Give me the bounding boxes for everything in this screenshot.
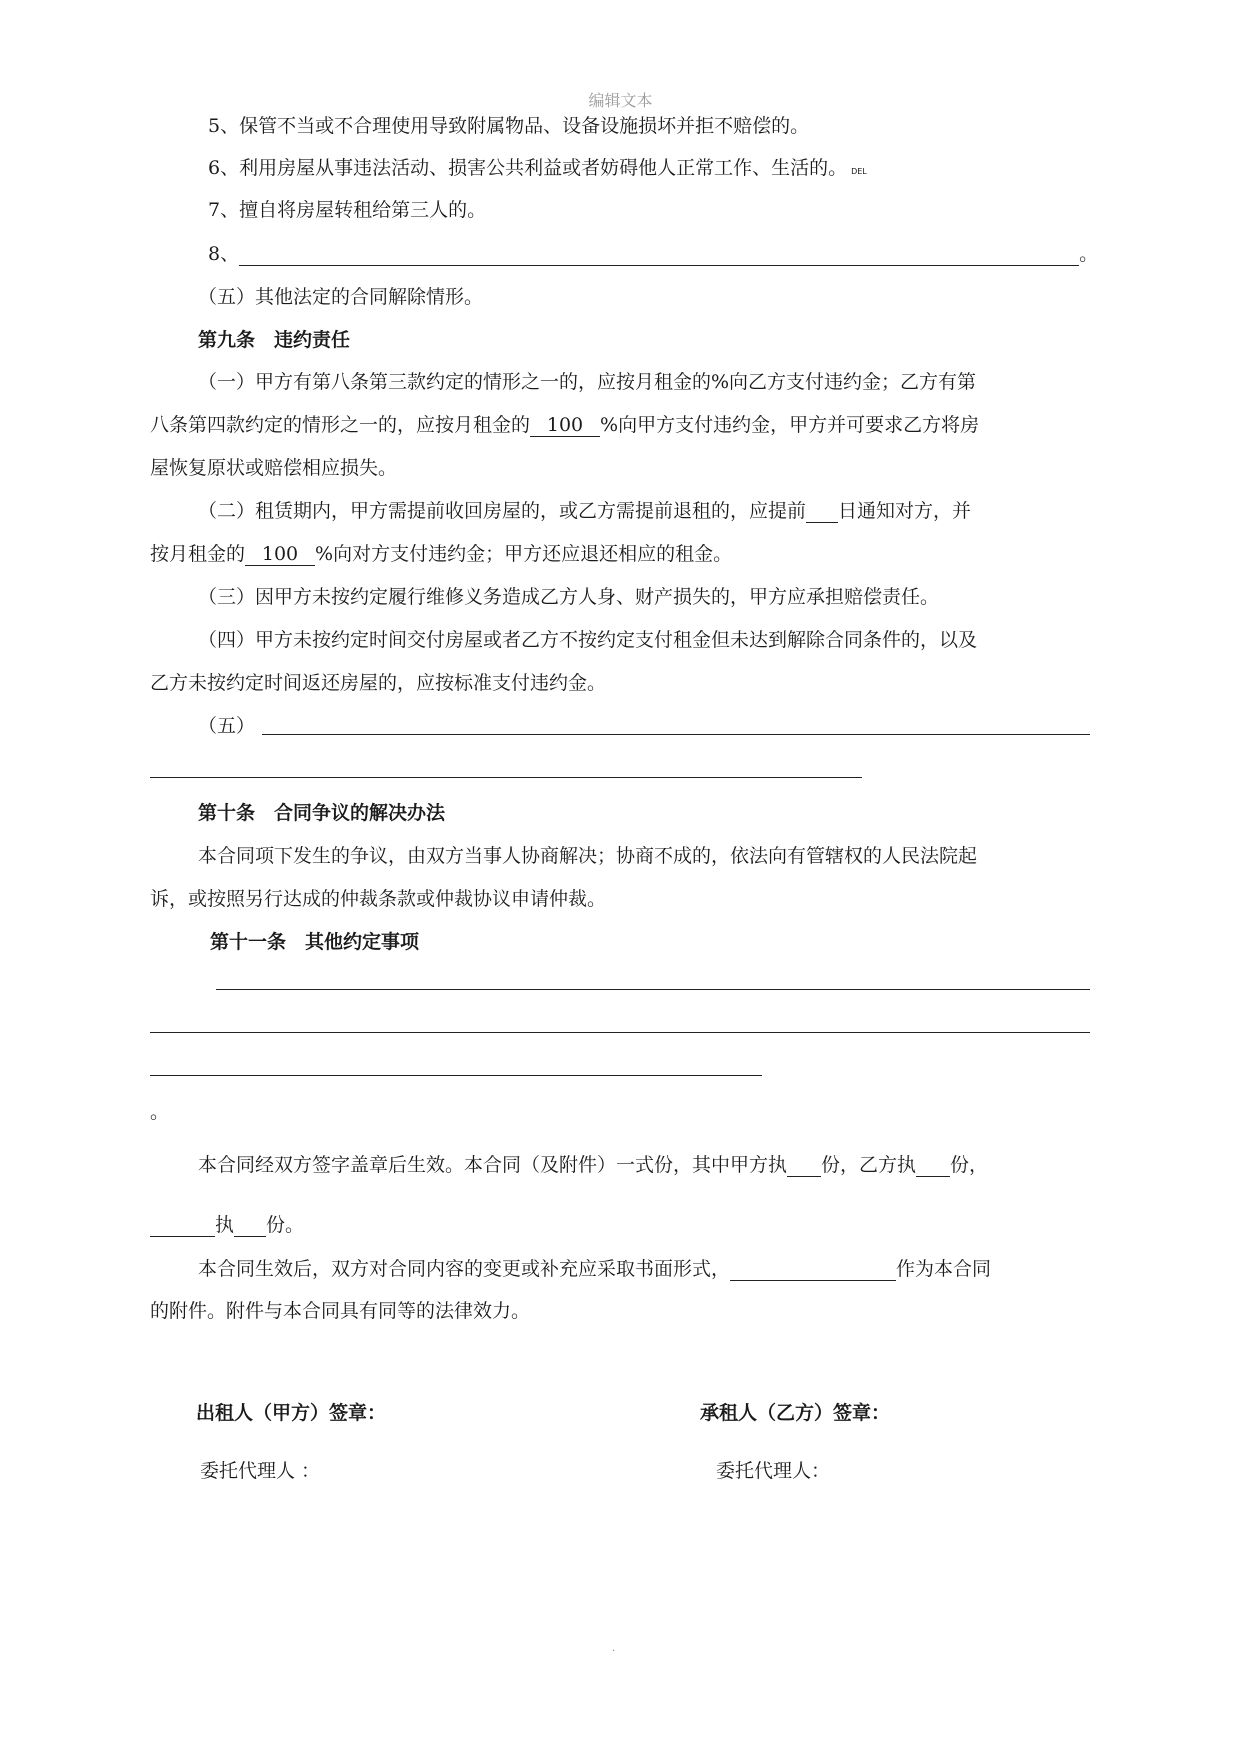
lessee-agent-label: 委托代理人： [716, 1460, 831, 1482]
eff-blank-a [787, 1154, 821, 1177]
chg-blank [730, 1258, 896, 1281]
article-9-item-1-line-3: 屋恢复原状或赔偿相应损失。 [150, 457, 398, 479]
clause-6 [208, 155, 1148, 185]
article-11-blank-1 [216, 989, 1090, 990]
article-9-item-5-blank [262, 734, 1090, 735]
a9-1b-value: 100 [530, 414, 600, 437]
eff-blank-b [916, 1154, 950, 1177]
article-11-title: 第十一条 其他约定事项 [210, 931, 420, 953]
lessor-agent-label: 委托代理人 ： [200, 1460, 321, 1482]
eff-a: 本合同经双方签字盖章后生效。本合同（及附件）一式份，其中甲方执 [198, 1154, 788, 1176]
article-9-item-5-blank-2 [150, 777, 862, 778]
change-line-1 [198, 1256, 1138, 1282]
article-9-item-3: （三）因甲方未按约定履行维修义务造成乙方人身、财产损失的，甲方应承担赔偿责任。 [198, 586, 940, 608]
eff-a2: 份，乙方执 [821, 1154, 917, 1176]
clause-five: （五）其他法定的合同解除情形。 [198, 286, 484, 308]
clause-8-prefix: 8、 [208, 243, 240, 265]
a9-2a-post: 日通知对方，并 [838, 500, 972, 522]
article-11-blank-3 [150, 1075, 762, 1076]
clause-7: 7、擅自将房屋转租给第三人的。 [208, 199, 487, 221]
del-mark: DEL [851, 167, 867, 176]
effect-line-1 [198, 1152, 1138, 1178]
clause-8-end: 。 [1079, 243, 1099, 265]
clause-8-blank [239, 243, 1079, 266]
chg-a: 本合同生效后，双方对合同内容的变更或补充应采取书面形式， [198, 1258, 731, 1280]
article-11-blank-2 [150, 1032, 1090, 1033]
clause-8 [208, 241, 1148, 267]
article-10-line-2: 诉，或按照另行达成的仲裁条款或仲裁协议申请仲裁。 [150, 888, 607, 910]
eff-b3: 份。 [266, 1214, 305, 1236]
article-10-title: 第十条 合同争议的解决办法 [198, 802, 446, 824]
article-9-item-2-line-1 [198, 498, 1138, 524]
change-line-2: 的附件。附件与本合同具有同等的法律效力。 [150, 1300, 531, 1322]
a9-1b-pre: 八条第四款约定的情形之一的，应按月租金的 [150, 414, 531, 436]
a9-2a: （二）租赁期内，甲方需提前收回房屋的，或乙方需提前退租的，应提前 [198, 500, 807, 522]
article-10-line-1: 本合同项下发生的争议，由双方当事人协商解决；协商不成的，依法向有管辖权的人民法院起 [198, 845, 978, 867]
eff-blank-d [234, 1214, 266, 1237]
article-9-item-4-line-1: （四）甲方未按约定时间交付房屋或者乙方不按约定支付租金但未达到解除合同条件的，以及 [198, 629, 978, 651]
clause-5: 5、保管不当或不合理使用导致附属物品、设备设施损坏并拒不赔偿的。 [208, 115, 810, 137]
eff-b2: 执 [215, 1214, 235, 1236]
a9-2b-value: 100 [245, 543, 315, 566]
footer-dot: . [612, 1643, 616, 1654]
article-9-item-5: （五） [198, 715, 256, 737]
article-9-title: 第九条 违约责任 [198, 329, 351, 351]
chg-a2: 作为本合同 [896, 1258, 992, 1280]
eff-a3: 份， [950, 1154, 989, 1176]
article-11-end-dot: 。 [150, 1101, 170, 1123]
lessor-signature-label: 出租人（甲方）签章： [196, 1402, 387, 1424]
lessee-signature-label: 承租人（乙方）签章： [700, 1402, 891, 1424]
eff-blank-c [150, 1214, 215, 1237]
a9-1a: （一）甲方有第八条第三款约定的情形之一的，应按月租金的%向乙方支付违约金；乙方有第 [198, 371, 977, 393]
a9-2b-pre: 按月租金的 [150, 543, 246, 565]
article-9-item-2-line-2 [150, 541, 1090, 567]
a9-1b-post: %向甲方支付违约金，甲方并可要求乙方将房 [600, 414, 980, 436]
article-9-item-4-line-2: 乙方未按约定时间返还房屋的，应按标准支付违约金。 [150, 672, 607, 694]
clause-6-text: 6、利用房屋从事违法活动、损害公共利益或者妨碍他人正常工作、生活的。 [208, 157, 848, 179]
page-header: 编辑文本 [588, 91, 653, 110]
effect-line-2 [150, 1212, 1090, 1238]
a9-2-days-blank [806, 500, 838, 523]
a9-2b-post: %向对方支付违约金；甲方还应退还相应的租金。 [315, 543, 733, 565]
article-9-item-1-line-1 [198, 369, 1090, 395]
article-9-item-1-line-2 [150, 412, 1090, 438]
